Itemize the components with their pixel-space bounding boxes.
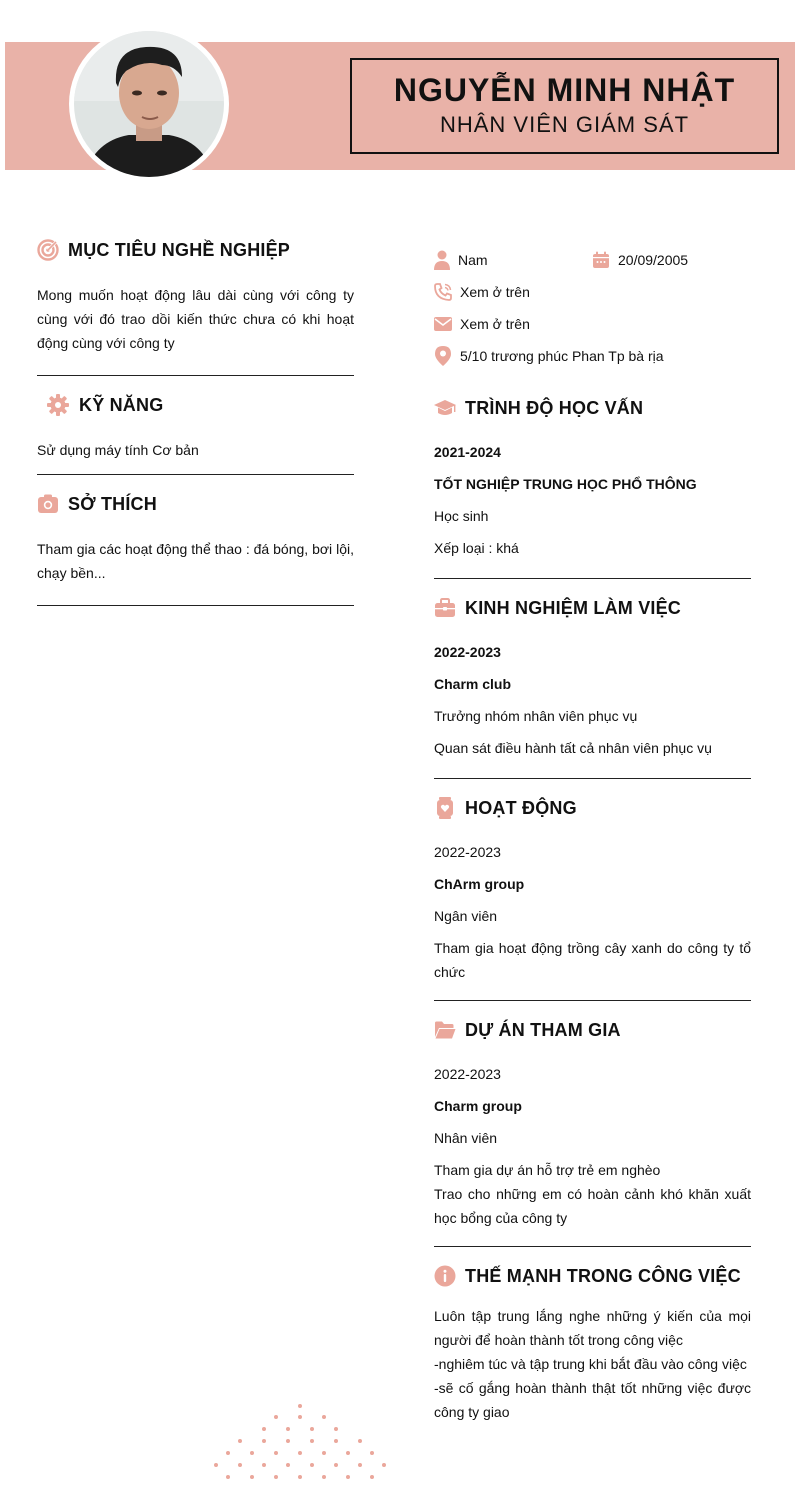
- hobbies-text: Tham gia các hoạt động thể thao : đá bóng, bơi lội, chạy bền...: [37, 541, 354, 581]
- full-name: NGUYỄN MINH NHẬT: [393, 72, 736, 108]
- person-icon: [434, 250, 450, 270]
- decorative-dots: [205, 1400, 395, 1485]
- gender-field: [434, 250, 592, 270]
- strengths-line-3: -sẽ cố gắng hoàn thành thật tốt những việc được công ty giao: [434, 1380, 751, 1420]
- name-box: [350, 58, 779, 154]
- phone-icon: [434, 283, 452, 301]
- activities-header: [434, 794, 751, 822]
- target-icon: [37, 239, 59, 261]
- experience-header: [434, 594, 751, 622]
- info-icon: [434, 1265, 456, 1287]
- strengths-line-2: -nghiêm túc và tập trung khi bắt đầu vào công việc: [434, 1356, 747, 1372]
- education-role: Học sinh: [434, 508, 489, 524]
- education-period: 2021-2024: [434, 444, 501, 460]
- hobbies-title: SỞ THÍCH: [68, 493, 157, 514]
- birthday-field: [592, 251, 750, 269]
- skills-header: [37, 391, 354, 419]
- projects-role: Nhân viên: [434, 1130, 498, 1146]
- objective-section: [37, 236, 354, 376]
- experience-section: [434, 579, 751, 779]
- address-value: 5/10 trương phúc Phan Tp bà rịa: [460, 348, 664, 364]
- experience-title: KINH NGHIỆM LÀM VIỆC: [465, 597, 682, 618]
- projects-title: DỰ ÁN THAM GIA: [465, 1019, 621, 1040]
- experience-detail: Quan sát điều hành tất cả nhân viên phục vụ: [434, 740, 712, 756]
- gender-value: Nam: [458, 252, 488, 268]
- email-value: Xem ở trên: [460, 316, 530, 332]
- hobbies-header: [37, 490, 354, 518]
- strengths-line-1: Luôn tập trung lắng nghe những ý kiến của mọi người để hoàn thành tốt trong công việc: [434, 1308, 751, 1348]
- projects-detail-1: Tham gia dự án hỗ trợ trẻ em nghèo: [434, 1162, 661, 1178]
- projects-detail-2: Trao cho những em có hoàn cảnh khó khăn xuất học bổng của công ty: [434, 1186, 751, 1226]
- activities-title: HOẠT ĐỘNG: [465, 797, 577, 818]
- strengths-title: THẾ MẠNH TRONG CÔNG VIỆC: [465, 1265, 741, 1286]
- phone-field: [434, 276, 751, 308]
- education-school: TỐT NGHIỆP TRUNG HỌC PHỔ THÔNG: [434, 476, 697, 492]
- projects-period: 2022-2023: [434, 1066, 501, 1082]
- objective-title: MỤC TIÊU NGHỀ NGHIỆP: [68, 239, 291, 260]
- activities-section: [434, 779, 751, 1001]
- location-pin-icon: [434, 346, 452, 366]
- experience-period: 2022-2023: [434, 644, 501, 660]
- strengths-header: [434, 1262, 751, 1290]
- projects-org: Charm group: [434, 1098, 522, 1114]
- job-position: NHÂN VIÊN GIÁM SÁT: [439, 112, 690, 137]
- activity-jar-icon: [434, 796, 456, 820]
- calendar-icon: [592, 251, 610, 269]
- hobbies-section: [37, 475, 354, 606]
- education-section: [434, 394, 751, 579]
- left-column: [37, 236, 354, 606]
- phone-value: Xem ở trên: [460, 284, 530, 300]
- activities-detail: Tham gia hoạt động trồng cây xanh do công ty tổ chức: [434, 940, 751, 980]
- briefcase-icon: [434, 598, 456, 618]
- activities-role: Ngân viên: [434, 908, 498, 924]
- right-column: [434, 250, 751, 1424]
- education-header: [434, 394, 751, 422]
- strengths-section: [434, 1247, 751, 1424]
- objective-text: Mong muốn hoạt động lâu dài cùng với công ty cùng với đó trao dồi kiến thức chưa có khi hoạt động cùng với công ty: [37, 287, 354, 351]
- skills-section: [37, 376, 354, 475]
- envelope-icon: [434, 316, 452, 332]
- gear-icon: [46, 393, 70, 417]
- birthday-value: 20/09/2005: [618, 252, 689, 268]
- experience-company: Charm club: [434, 676, 512, 692]
- address-field: [434, 340, 751, 372]
- education-detail: Xếp loại : khá: [434, 540, 519, 556]
- projects-header: [434, 1016, 751, 1044]
- activities-org: ChArm group: [434, 876, 525, 892]
- avatar: [69, 26, 229, 182]
- skills-title: KỸ NĂNG: [79, 394, 164, 415]
- folder-open-icon: [434, 1020, 456, 1040]
- activities-period: 2022-2023: [434, 844, 501, 860]
- skills-text: Sử dụng máy tính Cơ bản: [37, 442, 199, 458]
- experience-role: Trưởng nhóm nhân viên phục vụ: [434, 708, 638, 724]
- profile-photo: [74, 31, 224, 177]
- projects-section: [434, 1001, 751, 1247]
- contact-info: [434, 244, 751, 372]
- objective-header: [37, 236, 354, 264]
- email-field: [434, 308, 751, 340]
- camera-icon: [37, 493, 59, 515]
- education-title: TRÌNH ĐỘ HỌC VẤN: [465, 397, 644, 418]
- graduation-cap-icon: [434, 398, 456, 418]
